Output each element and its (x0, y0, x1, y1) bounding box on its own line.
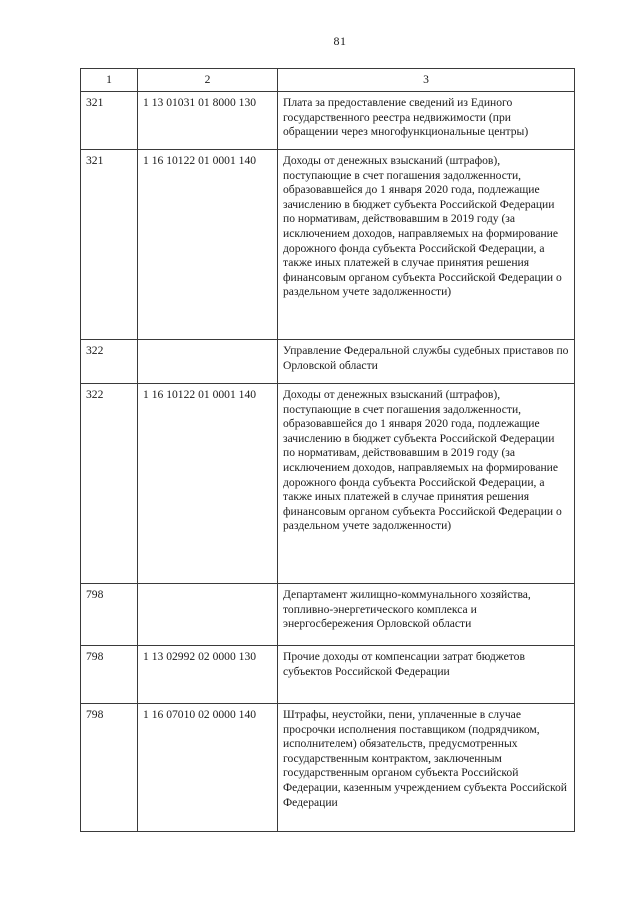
description-cell: Департамент жилищно-коммунального хозяйства, топливно-энергетического комплекса и энергосбережения Орловской области (278, 584, 575, 646)
admin-code-cell: 321 (81, 150, 138, 340)
table-row (81, 150, 575, 340)
admin-code-cell: 798 (81, 646, 138, 704)
table-row (81, 704, 575, 832)
admin-code-cell: 322 (81, 340, 138, 384)
budget-code-cell: 1 16 07010 02 0000 140 (138, 704, 278, 832)
budget-code-cell (138, 584, 278, 646)
table-header-row (81, 69, 575, 92)
admin-code-cell: 798 (81, 704, 138, 832)
budget-code-cell: 1 16 10122 01 0001 140 (138, 384, 278, 584)
budget-code-cell: 1 13 02992 02 0000 130 (138, 646, 278, 704)
admin-code-cell: 322 (81, 384, 138, 584)
budget-code-cell: 1 16 10122 01 0001 140 (138, 150, 278, 340)
admin-code-cell: 321 (81, 92, 138, 150)
budget-code-cell (138, 340, 278, 384)
admin-code-cell: 798 (81, 584, 138, 646)
description-cell: Штрафы, неустойки, пени, уплаченные в случае просрочки исполнения поставщиком (подрядчиком, исполнителем) обязательств, предусмотренных государственным контрактом, заключенным государственным органом субъекта Российской Федерации, казенным учреждением субъекта Российской Федерации (278, 704, 575, 832)
table-row (81, 646, 575, 704)
column-header-2: 2 (138, 69, 278, 92)
column-header-3: 3 (278, 69, 575, 92)
page-number: 81 (333, 34, 347, 48)
budget-revenue-table (80, 68, 575, 832)
description-cell: Плата за предоставление сведений из Единого государственного реестра недвижимости (при обращении через многофункциональные центры) (278, 92, 575, 150)
description-cell: Доходы от денежных взысканий (штрафов), поступающие в счет погашения задолженности, образовавшейся до 1 января 2020 года, подлежащие зачислению в бюджет субъекта Российской Федерации по нормативам, действовавшим в 2019 году (за исключением доходов, направляемых на формирование дорожного фонда субъекта Российской Федерации, а также иных платежей в случае принятия решения финансовым органом субъекта Российской Федерации о раздельном учете задолженности) (278, 384, 575, 584)
table-row (81, 384, 575, 584)
column-header-1: 1 (81, 69, 138, 92)
table-row (81, 584, 575, 646)
table-row (81, 340, 575, 384)
budget-code-cell: 1 13 01031 01 8000 130 (138, 92, 278, 150)
description-cell: Управление Федеральной службы судебных приставов по Орловской области (278, 340, 575, 384)
description-cell: Доходы от денежных взысканий (штрафов), поступающие в счет погашения задолженности, образовавшейся до 1 января 2020 года, подлежащие зачислению в бюджет субъекта Российской Федерации по нормативам, действовавшим в 2019 году (за исключением доходов, направляемых на формирование дорожного фонда субъекта Российской Федерации, а также иных платежей в случае принятия решения финансовым органом субъекта Российской Федерации о раздельном учете задолженности) (278, 150, 575, 340)
description-cell: Прочие доходы от компенсации затрат бюджетов субъектов Российской Федерации (278, 646, 575, 704)
table-row (81, 92, 575, 150)
